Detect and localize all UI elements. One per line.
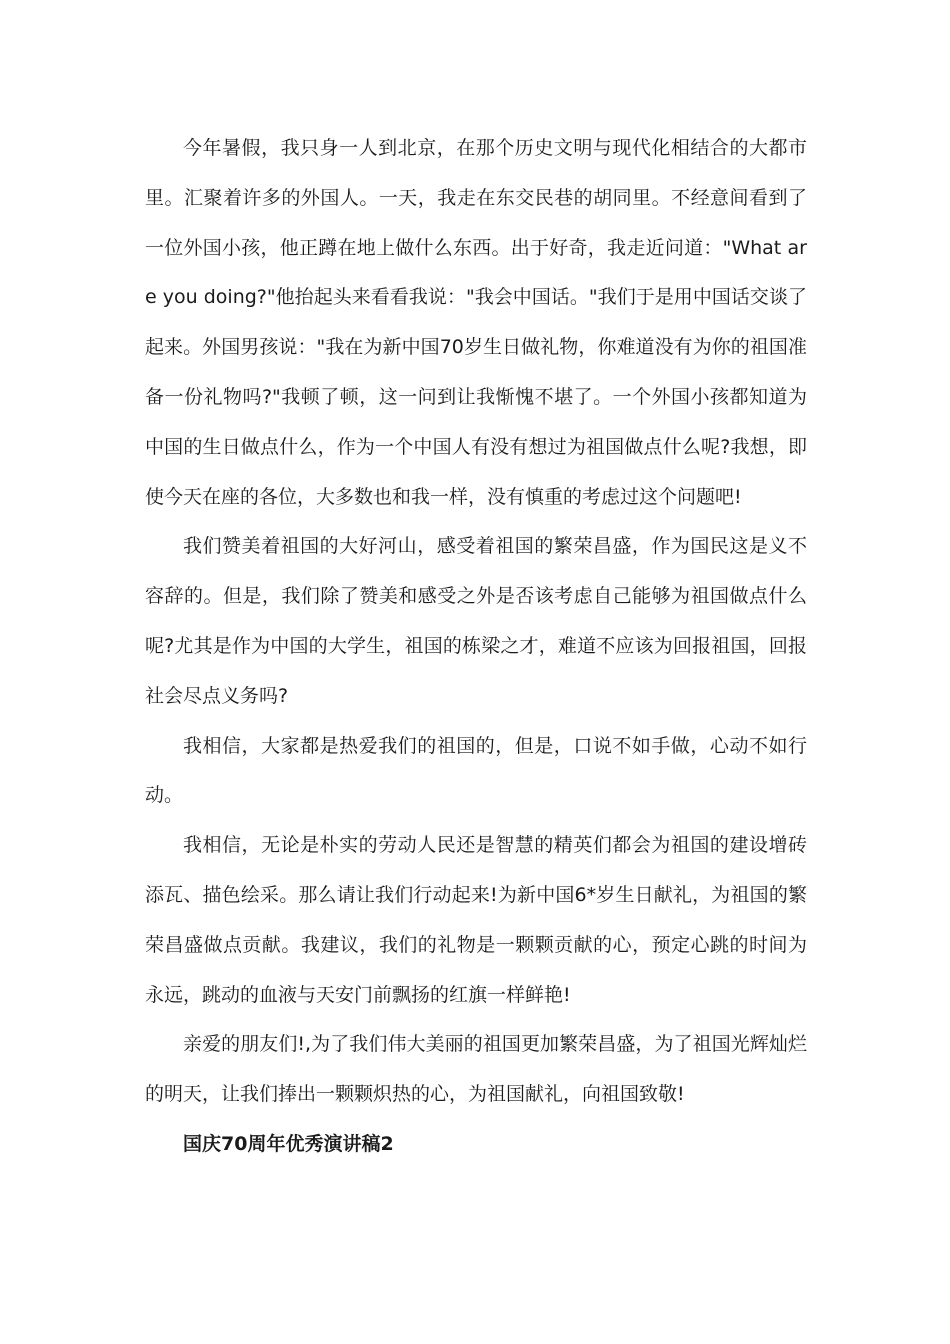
paragraph-2: 我们赞美着祖国的大好河山，感受着祖国的繁荣昌盛，作为国民这是义不容辞的。但是，我们除了赞美和感受之外是否该考虑自己能够为祖国做点什么呢?尤其是作为中国的大学生，祖国的栋梁之才，难道不应该为回报祖国，回报社会尽点义务吗?	[145, 535, 807, 707]
section-heading: 国庆70周年优秀演讲稿2	[183, 1132, 394, 1155]
paragraph-4: 我相信，无论是朴实的劳动人民还是智慧的精英们都会为祖国的建设增砖添瓦、描色绘采。那么请让我们行动起来!为新中国6*岁生日献礼，为祖国的繁荣昌盛做点贡献。我建议，我们的礼物是一颗颗贡献的心，预定心跳的时间为永远，跳动的血液与天安门前飘扬的红旗一样鲜艳!	[145, 834, 807, 1006]
paragraph-1: 今年暑假，我只身一人到北京，在那个历史文明与现代化相结合的大都市里。汇聚着许多的外国人。一天，我走在东交民巷的胡同里。不经意间看到了一位外国小孩，他正蹲在地上做什么东西。出于好奇，我走近问道："What are you doing?"他抬起头来看看我说："我会中国话。"我们于是用中国话交谈了起来。外国男孩说："我在为新中国70岁生日做礼物，你难道没有为你的祖国准备一份礼物吗?"我顿了顿，这一问到让我惭愧不堪了。一个外国小孩都知道为中国的生日做点什么，作为一个中国人有没有想过为祖国做点什么呢?我想，即使今天在座的各位，大多数也和我一样，没有慎重的考虑过这个问题吧!	[145, 137, 807, 508]
paragraph-3: 我相信，大家都是热爱我们的祖国的，但是，口说不如手做，心动不如行动。	[145, 734, 807, 807]
document-body	[145, 124, 807, 1170]
paragraph-5: 亲爱的朋友们!,为了我们伟大美丽的祖国更加繁荣昌盛，为了祖国光辉灿烂的明天，让我们捧出一颗颗炽热的心，为祖国献礼，向祖国致敬!	[145, 1033, 807, 1106]
